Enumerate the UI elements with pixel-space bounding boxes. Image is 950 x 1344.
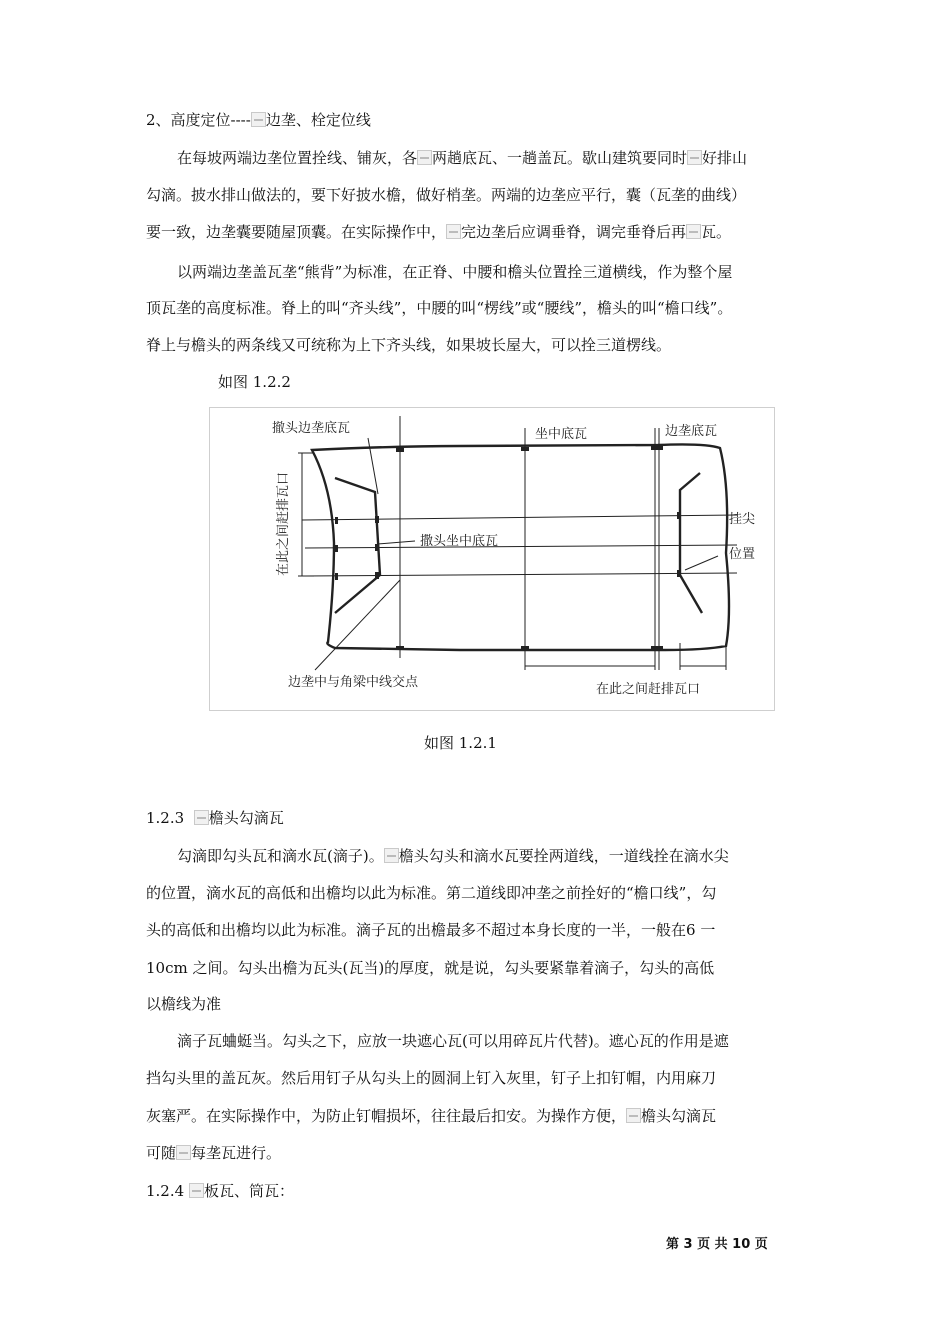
paragraph-line: 挡勾头里的盖瓦灰。然后用钉子从勾头上的圆洞上钉入灰里，钉子上扣钉帽，内用麻刀 — [146, 1069, 717, 1087]
missing-glyph-icon — [384, 848, 399, 863]
section-number: 2、 — [146, 111, 171, 129]
paragraph-line: 脊上与檐头的两条线又可统称为上下齐头线，如果坡长屋大，可以拴三道楞线。 — [146, 336, 672, 354]
tile-mark — [651, 446, 663, 450]
figure-caption: 如图 1.2.1 — [424, 734, 497, 752]
missing-glyph-icon — [189, 1183, 204, 1198]
waist-line — [305, 545, 737, 548]
missing-glyph-icon — [176, 1145, 191, 1160]
section-title-part: 边垄、栓定位线 — [265, 111, 371, 129]
label-right-bottom: 位置 — [729, 547, 756, 562]
ridge-line — [302, 515, 737, 520]
missing-glyph-icon — [626, 1108, 641, 1123]
diagram-svg — [210, 408, 774, 710]
paragraph-line: 以两端边垄盖瓦垄“熊背”为标准，在正脊、中腰和檐头位置拴三道横线，作为整个屋 — [177, 263, 733, 281]
paragraph-line: 在每坡两端边垄位置拴线、铺灰，各 两趟底瓦、一趟盖瓦。歇山建筑要同时 好排山 — [177, 149, 748, 167]
missing-glyph-icon — [687, 150, 702, 165]
label-top-right: 边垄底瓦 — [665, 424, 718, 439]
label-bottom-left: 边垄中与角梁中线交点 — [288, 675, 419, 690]
section-title-part: 高度定位---- — [170, 111, 251, 129]
missing-glyph-icon — [686, 224, 701, 239]
label-bottom-right: 在此之间赶排瓦口 — [596, 682, 701, 697]
label-top-left: 撤头边垄底瓦 — [272, 421, 351, 436]
figure-reference: 如图 1.2.2 — [218, 373, 291, 391]
paragraph-line: 头的高低和出檐均以此为标准。滴子瓦的出檐最多不超过本身长度的一半，一般在6 一 — [146, 921, 716, 939]
section-title: 檐头勾滴瓦 — [208, 809, 284, 827]
tile-mark — [335, 573, 338, 580]
label-center: 撒头坐中底瓦 — [420, 534, 499, 549]
tile-mark — [521, 447, 529, 451]
label-right-top: 挂尖 — [729, 512, 756, 527]
tile-mark — [521, 646, 529, 650]
paragraph-line: 可随 每垄瓦进行。 — [146, 1144, 282, 1162]
tile-mark — [651, 646, 663, 650]
paragraph-line: 顶瓦垄的高度标准。脊上的叫“齐头线”，中腰的叫“楞线”或“腰线”，檐头的叫“檐口线”。 — [146, 299, 733, 317]
leader-line — [685, 556, 718, 570]
tile-mark — [375, 516, 379, 523]
missing-glyph-icon — [446, 224, 461, 239]
roof-tile-diagram — [209, 407, 775, 711]
tile-mark — [335, 545, 338, 552]
tile-mark — [375, 544, 379, 551]
section-number: 1.2.3 — [146, 809, 185, 827]
tile-mark — [375, 572, 379, 579]
section-title: 板瓦、筒瓦： — [203, 1182, 294, 1200]
paragraph-line: 滴子瓦蛐蜓当。勾头之下，应放一块遮心瓦(可以用碎瓦片代替)。遮心瓦的作用是遮 — [177, 1032, 729, 1050]
tile-mark — [396, 646, 404, 650]
tile-mark — [677, 570, 681, 577]
tile-mark — [396, 448, 404, 452]
label-left-vertical: 在此之间赶排瓦口 — [276, 471, 291, 576]
paragraph-line: 10cm 之间。勾头出檐为瓦头(瓦当)的厚度，就是说，勾头要紧靠着滴子，勾头的高低 — [146, 959, 715, 977]
section-heading-124 — [146, 1181, 294, 1201]
missing-glyph-icon — [251, 112, 266, 127]
label-top-mid: 坐中底瓦 — [535, 427, 588, 442]
tile-mark — [335, 517, 338, 524]
paragraph-line: 要一致，边垄囊要随屋顶囊。在实际操作中， 完边垄后应调垂脊，调完垂脊后再 瓦。 — [146, 223, 732, 241]
missing-glyph-icon — [194, 810, 209, 825]
paragraph-line: 以檐线为准 — [146, 995, 222, 1013]
paragraph-line: 灰塞严。在实际操作中，为防止钉帽损坏，往往最后扣安。为操作方便， 檐头勾滴瓦 — [146, 1107, 717, 1125]
section-heading-2 — [146, 110, 371, 130]
section-heading-123 — [146, 808, 284, 828]
missing-glyph-icon — [417, 150, 432, 165]
eave-line — [305, 573, 737, 576]
right-ridge-trapezoid — [680, 473, 702, 613]
paragraph-line: 勾滴。披水排山做法的，要下好披水檐，做好梢垄。两端的边垄应平行，囊（瓦垄的曲线） — [146, 186, 747, 204]
paragraph-line: 勾滴即勾头瓦和滴水瓦(滴子)。 檐头勾头和滴水瓦要拴两道线，一道线拴在滴水尖 — [177, 847, 729, 865]
left-ridge-trapezoid — [335, 478, 380, 613]
tile-mark — [677, 512, 681, 519]
leader-line — [378, 541, 415, 544]
section-number: 1.2.4 — [146, 1182, 185, 1200]
paragraph-line: 的位置，滴水瓦的高低和出檐均以此为标准。第二道线即冲垄之前拴好的“檐口线”，勾 — [146, 884, 717, 902]
page-number: 第 3 页 共 10 页 — [666, 1237, 768, 1252]
